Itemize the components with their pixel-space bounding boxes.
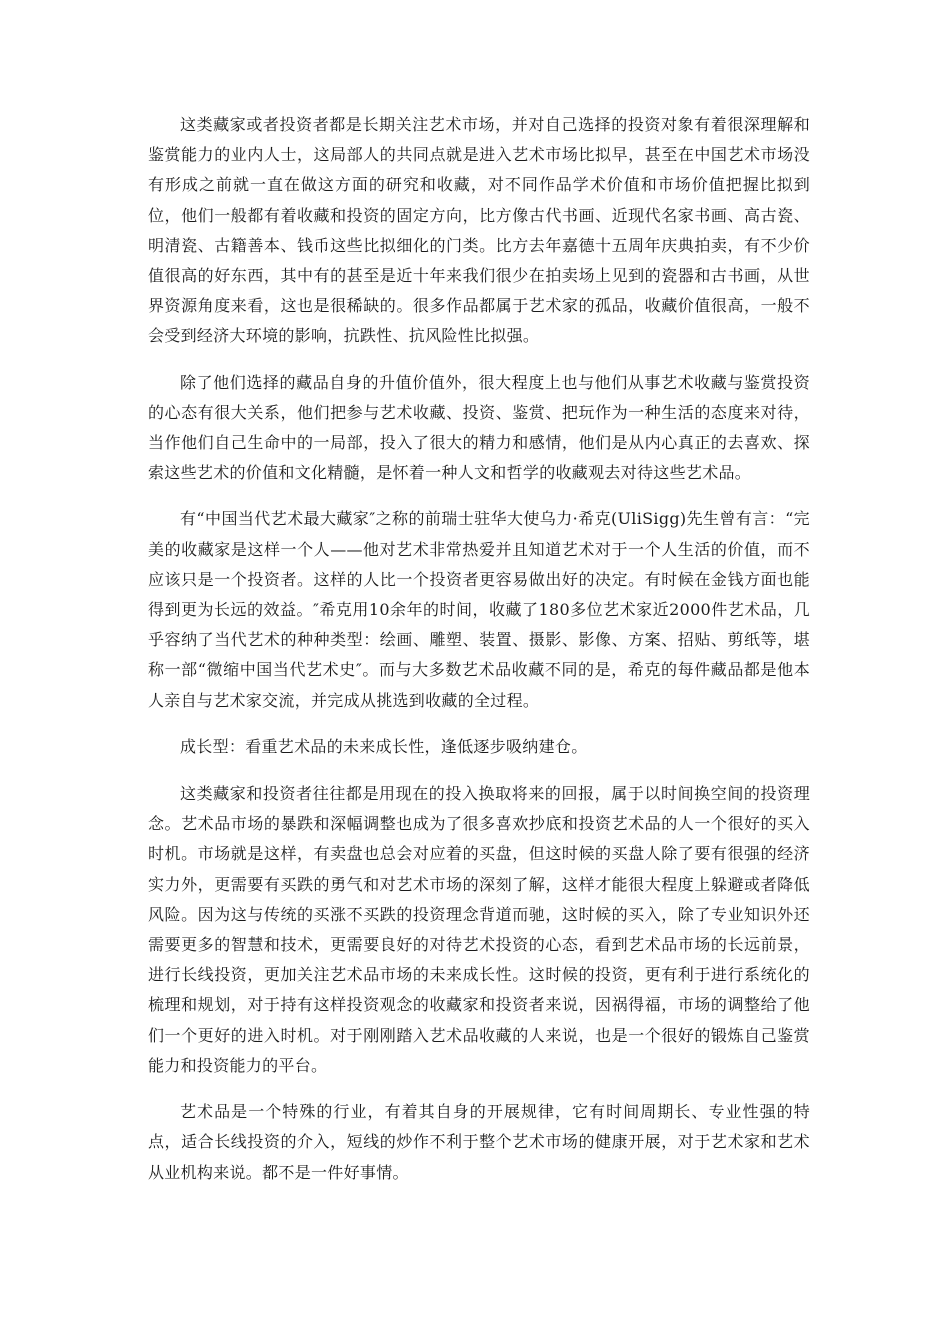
paragraph-collecting-attitude: 除了他们选择的藏品自身的升值价值外，很大程度上也与他们从事艺术收藏与鉴赏投资的心态有很大关系，他们把参与艺术收藏、投资、鉴赏、把玩作为一种生活的态度来对待，当作他们自己生命中的一局部，投入了很大的精力和感情，他们是从内心真正的去喜欢、探索这些艺术的价值和文化精髓，是怀着一种人文和哲学的收藏观去对待这些艺术品。 (148, 372, 810, 483)
document-page (148, 110, 810, 1204)
paragraph-conclusion: 艺术品是一个特殊的行业，有着其自身的开展规律，它有时间周期长、专业性强的特点，适合长线投资的介入，短线的炒作不利于整个艺术市场的健康开展，对于艺术家和艺术从业机构来说。都不是一件好事情。 (148, 1102, 810, 1182)
paragraph-uli-sigg-quote: 有“中国当代艺术最大藏家″之称的前瑞士驻华大使乌力·希克(UliSigg)先生曾有言：“完美的收藏家是这样一个人——他对艺术非常热爱并且知道艺术对于一个人生活的价值，而不应该只是一个投资者。这样的人比一个投资者更容易做出好的决定。有时候在金钱方面也能得到更为长远的效益。″希克用10余年的时间，收藏了180多位艺术家近2000件艺术品，几乎容纳了当代艺术的种种类型：绘画、雕塑、装置、摄影、影像、方案、招贴、剪纸等，堪称一部“微缩中国当代艺术史″。而与大多数艺术品收藏不同的是，希克的每件藏品都是他本人亲自与艺术家交流，并完成从挑选到收藏的全过程。 (148, 509, 810, 710)
paragraph-growth-type-heading: 成长型：看重艺术品的未来成长性，逢低逐步吸纳建仓。 (180, 736, 588, 756)
paragraph-collector-type: 这类藏家或者投资者都是长期关注艺术市场，并对自己选择的投资对象有着很深理解和鉴赏能力的业内人士，这局部人的共同点就是进入艺术市场比拟早，甚至在中国艺术市场没有形成之前就一直在做这方面的研究和收藏，对不同作品学术价值和市场价值把握比拟到位，他们一般都有着收藏和投资的固定方向，比方像古代书画、近现代名家书画、高古瓷、明清瓷、古籍善本、钱币这些比拟细化的门类。比方去年嘉德十五周年庆典拍卖，有不少价值很高的好东西，其中有的甚至是近十年来我们很少在拍卖场上见到的瓷器和古书画，从世界资源角度来看，这也是很稀缺的。很多作品都属于艺术家的孤品，收藏价值很高，一般不会受到经济大环境的影响，抗跌性、抗风险性比拟强。 (148, 115, 810, 346)
paragraph-growth-investors: 这类藏家和投资者往往都是用现在的投入换取将来的回报，属于以时间换空间的投资理念。艺术品市场的暴跌和深幅调整也成为了很多喜欢抄底和投资艺术品的人一个很好的买入时机。市场就是这样，有卖盘也总会对应着的买盘，但这时候的买盘人除了要有很强的经济实力外，更需要有买跌的勇气和对艺术市场的深刻了解，这样才能很大程度上躲避或者降低风险。因为这与传统的买涨不买跌的投资理念背道而驰，这时候的买入，除了专业知识外还需要更多的智慧和技术，更需要良好的对待艺术投资的心态，看到艺术品市场的长远前景，进行长线投资，更加关注艺术品市场的未来成长性。这时候的投资，更有利于进行系统化的梳理和规划，对于持有这样投资观念的收藏家和投资者来说，因祸得福，市场的调整给了他们一个更好的进入时机。对于刚刚踏入艺术品收藏的人来说，也是一个很好的锻炼自己鉴赏能力和投资能力的平台。 (148, 784, 810, 1075)
